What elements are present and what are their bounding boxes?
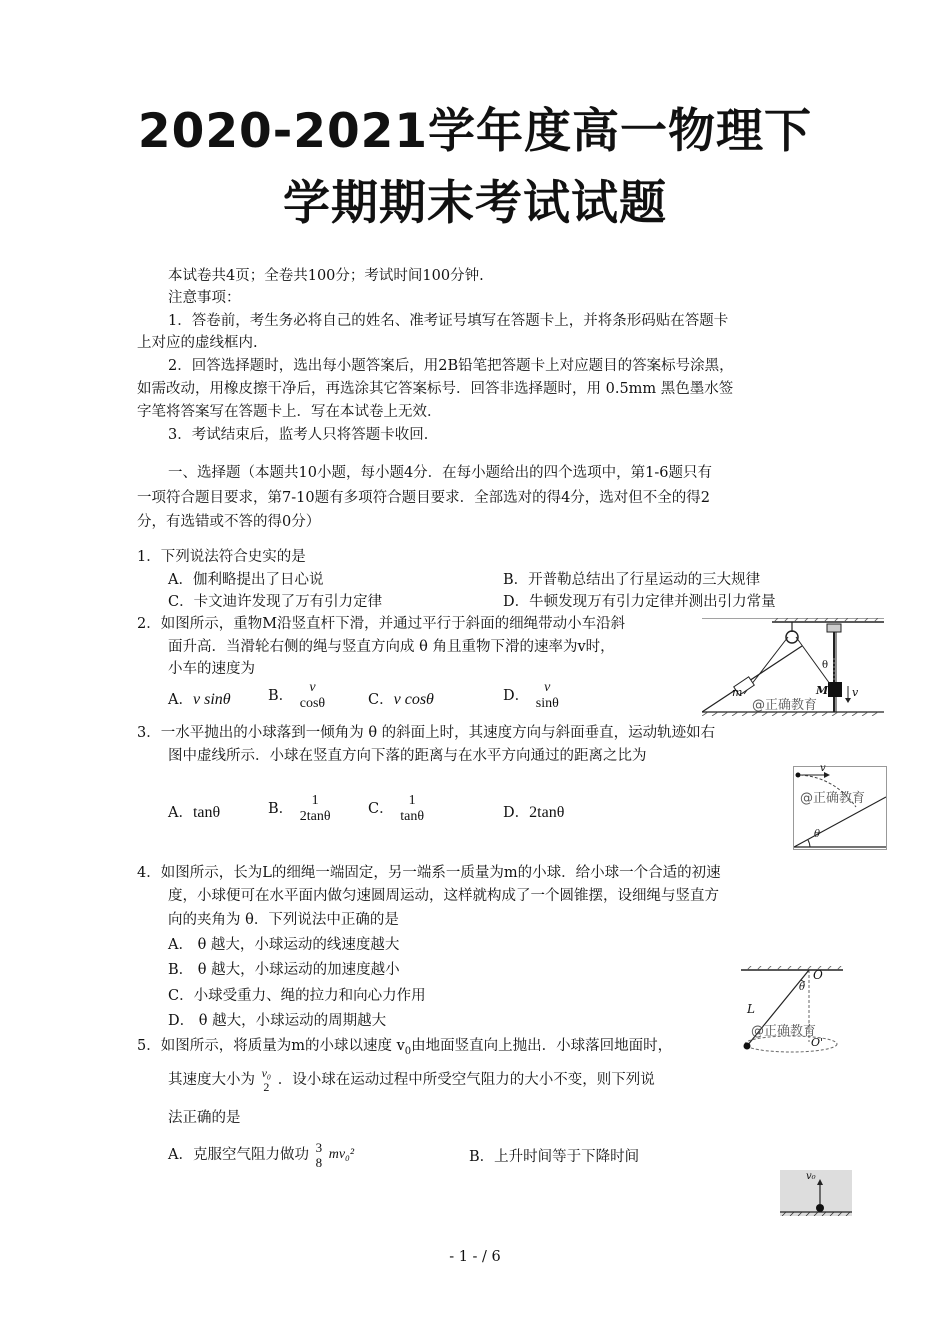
section-1b: 一项符合题目要求，第7-10题有多项符合题目要求．全部选对的得4分，选对但不全的得2 [137,490,711,506]
q4-stem-3: 向的夹角为 θ．下列说法中正确的是 [168,912,399,928]
q3-fig-v: v [820,763,826,774]
q2-option-c: C．v cosθ [368,691,434,708]
q4-stem-2: 度，小球便可在水平面内做匀速圆周运动，这样就构成了一个圆锥摆，设细绳与竖直方 [168,888,719,904]
q2-fig-v: v [852,686,859,699]
q4-option-a: A． θ 越大，小球运动的线速度越大 [168,937,400,953]
notice-3: 3．考试结束后，监考人只将答题卡收回． [168,427,439,443]
q2-fig-watermark: @正确教育 [752,698,818,713]
q3-fig-theta: θ [814,829,821,840]
title-line-1: 2020-2021学年度高一物理下 [137,104,813,159]
q2-figure [702,618,884,716]
q5-stem-2: 其速度大小为 v₀ 2 ．设小球在运动过程中所受空气阻力的大小不变，则下列说 [168,1066,655,1094]
q2-option-a: A．v sinθ [168,691,231,708]
q3-option-c: C． 1 tanθ [368,793,425,824]
q4-fig-theta: θ [799,982,806,993]
q3-fig-watermark: @正确教育 [800,791,866,806]
q1-option-a: A．伽利略提出了日心说 [168,572,324,588]
notice-2c: 字笔将答案写在答题卡上．写在本试卷上无效． [137,404,442,420]
q3-figure [793,763,887,850]
q3-option-b: B． 1 2tanθ [268,793,331,824]
q2-stem-3: 小车的速度为 [168,661,255,677]
page-footer: - 1 - / 6 [449,1249,501,1265]
section-1a: 一、选择题（本题共10小题，每小题4分．在每小题给出的四个选项中，第1-6题只有 [168,465,713,481]
notice-2a: 2．回答选择题时，选出每小题答案后，用2B铅笔把答题卡上对应题目的答案标号涂黑， [168,358,734,374]
q5-option-a: A．克服空气阻力做功 3 8 mv₀² [168,1140,355,1170]
q1-option-b: B．开普勒总结出了行星运动的三大规律 [503,572,761,588]
q2-fig-m: m [732,686,743,699]
q4-fig-watermark: @正确教育 [751,1024,817,1039]
q1-option-d: D．牛顿发现万有引力定律并测出引力常量 [503,594,776,610]
section-1c: 分，有选错或不答的得0分） [137,514,321,530]
q4-option-c: C．小球受重力、绳的拉力和向心力作用 [168,988,426,1004]
q4-option-d: D． θ 越大，小球运动的周期越大 [168,1013,387,1029]
q4-fig-O-prime: O' [811,1036,824,1049]
q2-fig-theta: θ [822,660,829,671]
conical-pendulum-diagram [741,966,843,1058]
q1-stem: 1．下列说法符合史实的是 [137,549,306,565]
notice-1a: 1．答卷前，考生务必将自己的姓名、准考证号填写在答题卡上，并将条形码贴在答题卡 [168,313,729,329]
q2-option-b: B． v cosθ [268,680,326,711]
q3-stem-2: 图中虚线所示．小球在竖直方向下落的距离与在水平方向通过的距离之比为 [168,748,647,764]
q5-figure [780,1170,852,1216]
q5-stem-3: 法正确的是 [168,1110,241,1126]
q2-stem-1: 2．如图所示，重物M沿竖直杆下滑，并通过平行于斜面的细绳带动小车沿斜 [137,616,626,632]
q3-option-d: D．2tanθ [503,804,565,821]
q4-figure [741,966,843,1058]
q2-fig-M: M [816,684,829,697]
q2-option-d: D． v sinθ [503,680,559,711]
q4-option-b: B． θ 越大，小球运动的加速度越小 [168,962,400,978]
q1-option-c: C．卡文迪许发现了万有引力定律 [168,594,383,610]
notice-heading: 注意事项： [168,290,241,306]
q4-fig-L: L [747,1002,755,1016]
q5-fig-v0: v₀ [806,1171,816,1182]
q4-stem-1: 4．如图所示，长为L的细绳一端固定，另一端系一质量为m的小球．给小球一个合适的初速 [137,865,721,881]
intro-text: 本试卷共4页；全卷共100分；考试时间100分钟. [168,268,484,284]
projectile-incline-diagram [794,767,886,849]
q2-stem-2: 面升高．当滑轮右侧的绳与竖直方向成 θ 角且重物下滑的速率为v时， [168,639,615,655]
q5-stem-1: 5．如图所示，将质量为m的小球以速度 $v_0$由地面竖直向上抛出．小球落回地面时， [137,1038,673,1057]
notice-1b: 上对应的虚线框内. [137,335,258,351]
vertical-throw-diagram [780,1170,852,1216]
title-line-2: 学期期末考试试题 [283,176,667,231]
q3-option-a: A．tanθ [168,804,221,821]
q4-fig-O: O [813,968,823,982]
notice-2b: 如需改动，用橡皮擦干净后，再选涂其它答案标号．回答非选择题时，用 0.5mm 黑色墨水签 [137,381,734,397]
q5-option-b: B．上升时间等于下降时间 [469,1149,640,1165]
q3-stem-1: 3．一水平抛出的小球落到一倾角为 θ 的斜面上时，其速度方向与斜面垂直，运动轨迹如右 [137,725,716,741]
